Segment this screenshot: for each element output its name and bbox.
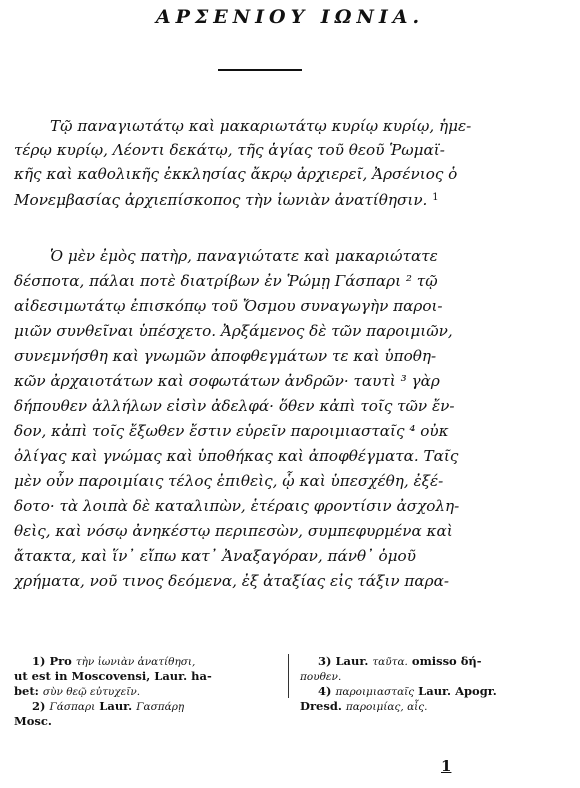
footnote-marker: 1 (432, 192, 439, 203)
footnote-line (300, 669, 341, 685)
footnote-line (14, 684, 140, 700)
footnote-line (14, 714, 52, 729)
footnote-text: ut est in Moscovensi, Laur. ha- (14, 669, 212, 683)
page-number: 1 (441, 757, 452, 775)
body-line: ὀλίγας καὶ γνώμας καὶ ὑποθήκας καὶ ἀποφθέγματα. Ταῖς (14, 447, 459, 465)
footnote-greek: ταῦτα. (372, 656, 408, 668)
dedication-line: Τῷ παναγιωτάτῳ καὶ μακαριωτάτῳ κυρίῳ κυρίῳ, ἡμε- (50, 117, 472, 135)
footnote-greek: παροιμιασταῖς (335, 686, 415, 698)
footnote-text: Laur. Apogr. (414, 684, 497, 698)
dedication-line (14, 188, 439, 210)
body-line: συνεμνήσθη καὶ γνωμῶν ἀποφθεγμάτων τε καὶ ὑποθη- (14, 347, 437, 365)
footnote-line (14, 669, 212, 684)
body-line: μὲν οὖν παροιμίαις τέλος ἐπιθεὶς, ᾧ καὶ ὑπεσχέθη, ἐξέ- (14, 472, 444, 490)
body-line: κῶν ἀρχαιοτάτων καὶ σοφωτάτων ἀνδρῶν· ταυτὶ ³ γὰρ (14, 372, 440, 390)
footnote-line (32, 654, 195, 670)
footnote-text: bet: (14, 684, 43, 698)
footnote-line (300, 699, 428, 715)
footnote-text: omisso δή- (407, 654, 482, 668)
body-line: χρήματα, νοῦ τινος δεόμενα, ἐξ ἀταξίας εἰς τάξιν παρα- (14, 572, 449, 590)
page-title: ΑΡΣΕΝΙΟΥ ΙΩΝΙΑ. (155, 6, 425, 28)
footnote-line (318, 684, 497, 700)
footnote-text: 3) Laur. (318, 654, 373, 668)
footnote-line (318, 654, 482, 670)
footnote-greek: πουθεν. (300, 671, 342, 683)
footnote-text: 2) (32, 699, 50, 713)
body-line: δήπουθεν ἀλλήλων εἰσὶν ἀδελφά· ὅθεν κἀπὶ τοῖς τῶν ἔν- (14, 397, 455, 415)
footnote-greek: Γάσπαρι (49, 701, 96, 713)
body-line: ἄτακτα, καὶ ἵν᾿ εἴπω κατ᾿ Ἀναξαγόραν, πάνθ᾿ ὁμοῦ (14, 547, 416, 565)
dedication-line: τέρῳ κυρίῳ, Λέοντι δεκάτῳ, τῆς ἁγίας τοῦ θεοῦ Ῥωμαϊ- (14, 141, 445, 159)
footnote-text: Laur. (95, 699, 137, 713)
footnote-greek: τὴν ἰωνιὰν ἀνατίθησι, (75, 656, 196, 668)
dedication-line: κῆς καὶ καθολικῆς ἐκκλησίας ἄκρῳ ἀρχιερεῖ, Ἀρσένιος ὁ (14, 165, 458, 183)
dedication-text: Μονεμβασίας ἀρχιεπίσκοπος τὴν ἰωνιὰν ἀνατίθησιν. (14, 191, 428, 209)
footnote-text: Dresd. (300, 699, 346, 713)
body-line: δον, κἀπὶ τοῖς ἔξωθεν ἔστιν εὑρεῖν παροιμιασταῖς ⁴ οὐκ (14, 422, 449, 440)
footnote-text: Mosc. (14, 714, 52, 728)
body-line: μιῶν συνθεῖναι ὑπέσχετο. Ἀρξάμενος δὲ τῶν παροιμιῶν, (14, 322, 453, 340)
footnote-greek: παροιμίας, αἷς. (345, 701, 428, 713)
body-line: δοτο· τὰ λοιπὰ δὲ καταλιπὼν, ἑτέραις φροντίσιν ἀσχολη- (14, 497, 460, 515)
footnote-column-divider (288, 654, 289, 698)
footnote-line (32, 699, 184, 715)
body-line: θεὶς, καὶ νόσῳ ἀνηκέστῳ περιπεσὼν, συμπεφυρμένα καὶ (14, 522, 453, 540)
footnote-greek: Γασπάρῃ (136, 701, 185, 713)
footnote-text: 1) Pro (32, 654, 76, 668)
footnote-greek: σὺν θεῷ εὐτυχεῖν. (42, 686, 141, 698)
body-line: δέσποτα, πάλαι ποτὲ διατρίβων ἐν Ῥώμῃ Γάσπαρι ² τῷ (14, 272, 438, 290)
body-line: Ὁ μὲν ἐμὸς πατὴρ, παναγιώτατε καὶ μακαριώτατε (50, 247, 438, 265)
title-rule (218, 69, 302, 71)
footnote-text: 4) (318, 684, 336, 698)
body-line: αἰδεσιμωτάτῳ ἐπισκόπῳ τοῦ Ὄσμου συναγωγὴν παροι- (14, 297, 443, 315)
